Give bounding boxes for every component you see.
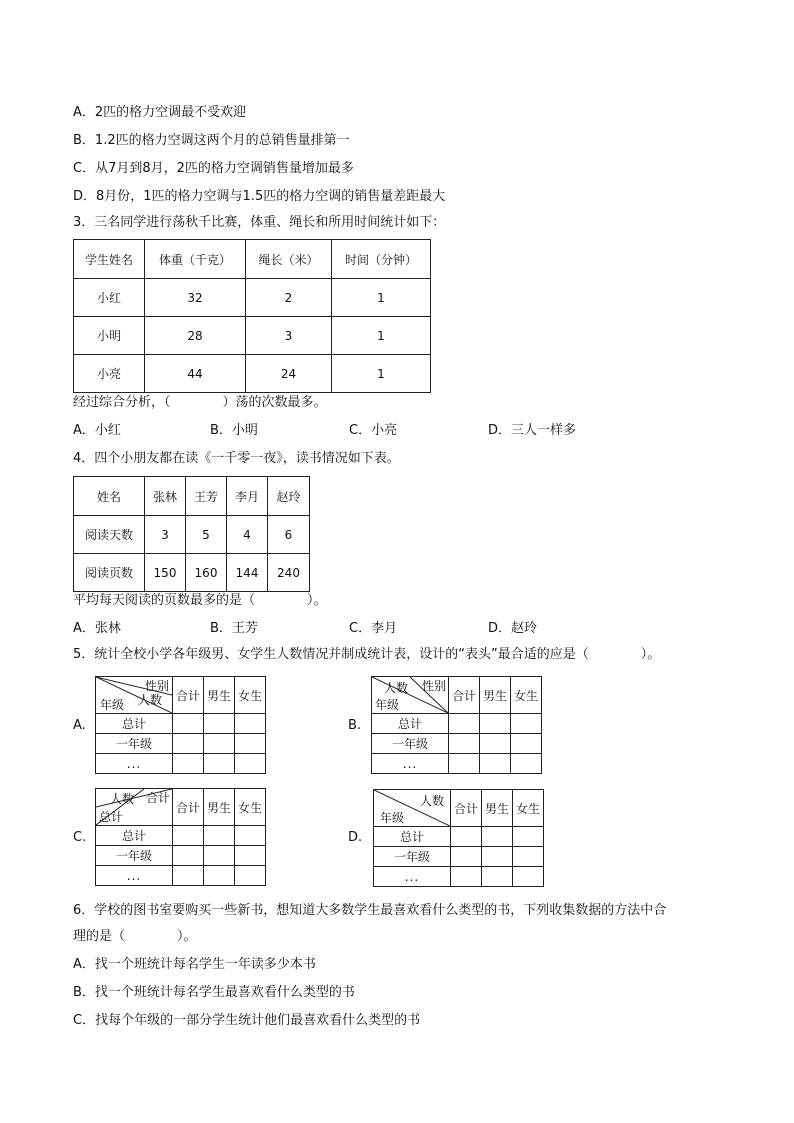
- q5-table-d: [373, 789, 544, 887]
- q5-row-label: 总计: [96, 714, 173, 734]
- q5-col-header: 女生: [235, 677, 266, 714]
- q5-label-a: A.: [73, 718, 86, 733]
- q5-label-d: D.: [348, 830, 363, 845]
- q3-cell: 3: [246, 317, 332, 355]
- q5-col-header: 男生: [480, 677, 511, 714]
- q4-option-c: C．李月: [349, 621, 398, 636]
- q5-row-label: 一年级: [96, 734, 173, 754]
- q5-a-diagonal-header: [96, 677, 173, 714]
- q5-label-c: C.: [73, 830, 87, 845]
- q3-option-d: D．三人一样多: [488, 423, 577, 438]
- q3-option-c: C．小亮: [349, 423, 398, 438]
- q4-header: 王芳: [186, 477, 227, 516]
- q2-option-d: D．8月份，1匹的格力空调与1.5匹的格力空调的销售量差距最大: [73, 189, 446, 204]
- q3-cell: 2: [246, 279, 332, 317]
- q3-header: 绳长（米）: [246, 240, 332, 279]
- q4-stem: 4．四个小朋友都在读《一千零一夜》，读书情况如下表。: [73, 451, 400, 466]
- q4-table: [73, 476, 310, 592]
- q3-header: 时间（分钟）: [332, 240, 431, 279]
- q6-stem-line2: 理的是（ ）。: [73, 929, 197, 944]
- q5-b-bottom-label: 年级: [375, 698, 400, 712]
- q5-c-top-label: 合计: [145, 791, 170, 805]
- q5-c-mid-label: 人数: [110, 792, 135, 806]
- q5-col-header: 合计: [173, 789, 204, 826]
- q5-row-label: 总计: [372, 714, 449, 734]
- q3-cell: 小亮: [74, 355, 145, 393]
- q3-option-a: A．小红: [73, 423, 121, 438]
- q5-row-label: ...: [96, 866, 173, 886]
- q6-option-b: B．找一个班统计每名学生最喜欢看什么类型的书: [73, 985, 355, 1000]
- q5-a-top-label: 性别: [144, 679, 169, 693]
- q5-c-diagonal-header: [96, 789, 173, 826]
- q5-label-b: B.: [348, 718, 362, 733]
- q5-col-header: 男生: [204, 677, 235, 714]
- q4-cell: 阅读页数: [74, 554, 145, 592]
- q2-option-a: A．2匹的格力空调最不受欢迎: [73, 105, 247, 120]
- q5-row-label: 一年级: [372, 734, 449, 754]
- q4-cell: 5: [186, 516, 227, 554]
- q4-cell: 240: [268, 554, 310, 592]
- q5-row-label: 一年级: [374, 847, 451, 867]
- q4-cell: 144: [227, 554, 268, 592]
- q6-option-c: C．找每个年级的一部分学生统计他们最喜欢看什么类型的书: [73, 1013, 421, 1028]
- q5-row-label: ...: [372, 754, 449, 774]
- q5-a-bottom-label: 年级: [100, 698, 125, 712]
- q5-table-a: [95, 676, 266, 774]
- q3-cell: 1: [332, 279, 431, 317]
- q4-cell: 6: [268, 516, 310, 554]
- q5-row-label: ...: [96, 754, 173, 774]
- q4-cell: 160: [186, 554, 227, 592]
- q4-header: 姓名: [74, 477, 145, 516]
- q3-option-b: B．小明: [210, 423, 258, 438]
- q4-cell: 4: [227, 516, 268, 554]
- q4-cell: 3: [145, 516, 186, 554]
- q3-cell: 44: [145, 355, 246, 393]
- q2-option-b: B．1.2匹的格力空调这两个月的总销售量排第一: [73, 133, 350, 148]
- q5-col-header: 合计: [451, 790, 482, 827]
- q4-cell: 150: [145, 554, 186, 592]
- q3-cell: 小明: [74, 317, 145, 355]
- q5-col-header: 男生: [482, 790, 513, 827]
- q3-cell: 小红: [74, 279, 145, 317]
- q4-option-a: A．张林: [73, 621, 121, 636]
- q6-stem-line1: 6．学校的图书室要购买一些新书，想知道大多数学生最喜欢看什么类型的书，下列收集数据的方法中合: [73, 903, 667, 918]
- q3-cell: 24: [246, 355, 332, 393]
- q3-cell: 1: [332, 355, 431, 393]
- q4-cell: 阅读天数: [74, 516, 145, 554]
- q5-stem: 5．统计全校小学各年级男、女学生人数情况并制成统计表，设计的“表头”最合适的应是（ ）。: [73, 647, 661, 662]
- q5-table-b: [371, 676, 542, 774]
- q4-after: 平均每天阅读的页数最多的是（ ）。: [73, 593, 327, 608]
- q5-col-header: 男生: [204, 789, 235, 826]
- q5-col-header: 合计: [173, 677, 204, 714]
- q5-col-header: 女生: [513, 790, 544, 827]
- q4-option-d: D．赵玲: [488, 621, 538, 636]
- q5-b-diagonal-header: [372, 677, 449, 714]
- q4-header: 赵玲: [268, 477, 310, 516]
- q3-stem: 3．三名同学进行荡秋千比赛，体重、绳长和所用时间统计如下：: [73, 215, 446, 230]
- q5-a-mid-label: 人数: [137, 693, 162, 707]
- q5-d-top-label: 人数: [419, 794, 444, 808]
- q4-header: 张林: [145, 477, 186, 516]
- q3-header: 体重（千克）: [145, 240, 246, 279]
- q5-table-c: [95, 788, 266, 886]
- q3-cell: 1: [332, 317, 431, 355]
- q5-col-header: 女生: [235, 789, 266, 826]
- q4-header: 李月: [227, 477, 268, 516]
- q5-col-header: 合计: [449, 677, 480, 714]
- q3-cell: 28: [145, 317, 246, 355]
- q5-d-diagonal-header: [374, 790, 451, 827]
- q5-col-header: 女生: [511, 677, 542, 714]
- q5-b-mid-label: 人数: [384, 681, 409, 695]
- q4-option-b: B．王芳: [210, 621, 258, 636]
- q5-b-top-label: 性别: [421, 679, 446, 693]
- q2-option-c: C．从7月到8月，2匹的格力空调销售量增加最多: [73, 161, 354, 176]
- q5-row-label: ...: [374, 867, 451, 887]
- q3-header: 学生姓名: [74, 240, 145, 279]
- q5-row-label: 总计: [96, 826, 173, 846]
- q5-d-bottom-label: 年级: [380, 811, 405, 825]
- q5-row-label: 总计: [374, 827, 451, 847]
- q5-row-label: 一年级: [96, 846, 173, 866]
- q3-cell: 32: [145, 279, 246, 317]
- q6-option-a: A．找一个班统计每名学生一年读多少本书: [73, 957, 316, 972]
- q5-c-bottom-label: 总计: [99, 810, 124, 824]
- q3-table: [73, 239, 431, 393]
- q3-after: 经过综合分析，（ ）荡的次数最多。: [73, 395, 327, 410]
